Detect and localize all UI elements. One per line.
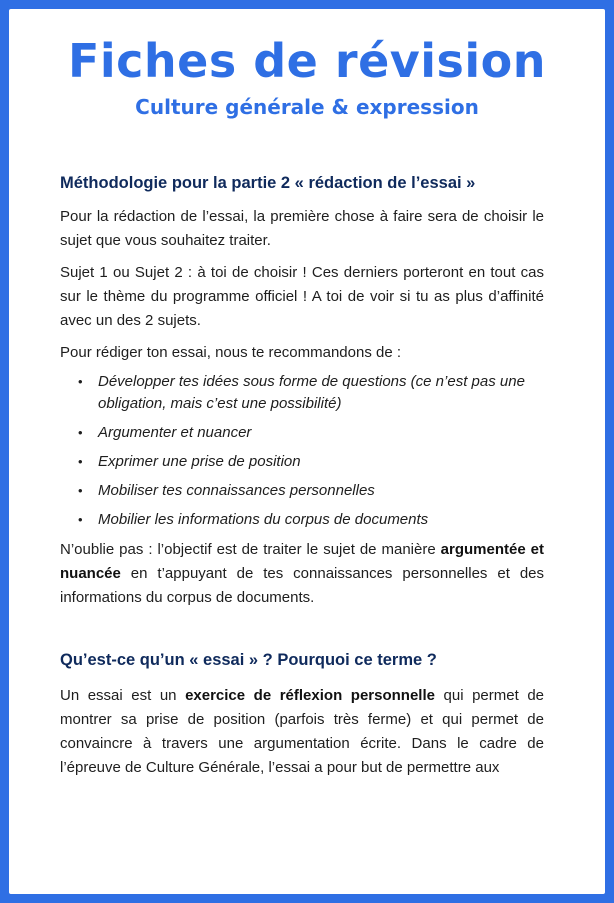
document-page xyxy=(9,9,605,894)
methodology-paragraph-2: Sujet 1 ou Sujet 2 : à toi de choisir ! Ces derniers porteront en tout cas sur le thème du programme officiel ! A toi de voir si tu as plus d’affinité avec un des 2 sujets. xyxy=(60,264,544,329)
list-item: • Mobiliser tes connaissances personnelles xyxy=(98,480,544,502)
list-item: • Argumenter et nuancer xyxy=(98,422,544,444)
essay-paragraph-1: Un essai est un exercice de réflexion personnelle qui permet de montrer sa prise de position (parfois très ferme) et qui permet de convaincre à travers une argumentation écrite. Dans le cadre de l’épreuve de Culture Générale, l’essai a pour but de permettre aux xyxy=(60,687,545,776)
recommendations-list xyxy=(60,371,544,531)
methodology-paragraph-4: N’oublie pas : l’objectif est de traiter le sujet de manière argumentée et nuancée en t’appuyant de tes connaissances personnelles et des informations du corpus de documents. xyxy=(60,541,544,606)
bullet-icon: • xyxy=(78,483,83,498)
page-subtitle: Culture générale & expression xyxy=(135,95,479,119)
document-content xyxy=(60,171,544,780)
list-item: • Mobilier les informations du corpus de documents xyxy=(98,509,544,531)
bullet-icon: • xyxy=(78,512,83,527)
methodology-paragraph-1: Pour la rédaction de l’essai, la première chose à faire sera de choisir le sujet que vous souhaitez traiter. xyxy=(60,208,544,249)
bullet-icon: • xyxy=(78,454,83,469)
emphasis-text: exercice de réflexion personnelle xyxy=(185,687,435,704)
section-methodology-title: Méthodologie pour la partie 2 « rédaction de l’essai » xyxy=(60,174,476,192)
emphasis-text: argumentée et nuancée xyxy=(60,541,544,582)
list-item: • Développer tes idées sous forme de questions (ce n’est pas une obligation, mais c’est une possibilité) xyxy=(78,373,525,412)
methodology-paragraph-3: Pour rédiger ton essai, nous te recommandons de : xyxy=(60,344,402,361)
section-essay-title: Qu’est-ce qu’un « essai » ? Pourquoi ce terme ? xyxy=(60,651,437,669)
bullet-icon: • xyxy=(78,425,83,440)
bullet-icon: • xyxy=(78,374,83,389)
page-title: Fiches de révision xyxy=(67,34,547,88)
list-item: • Exprimer une prise de position xyxy=(98,451,544,473)
page-header xyxy=(9,33,605,121)
